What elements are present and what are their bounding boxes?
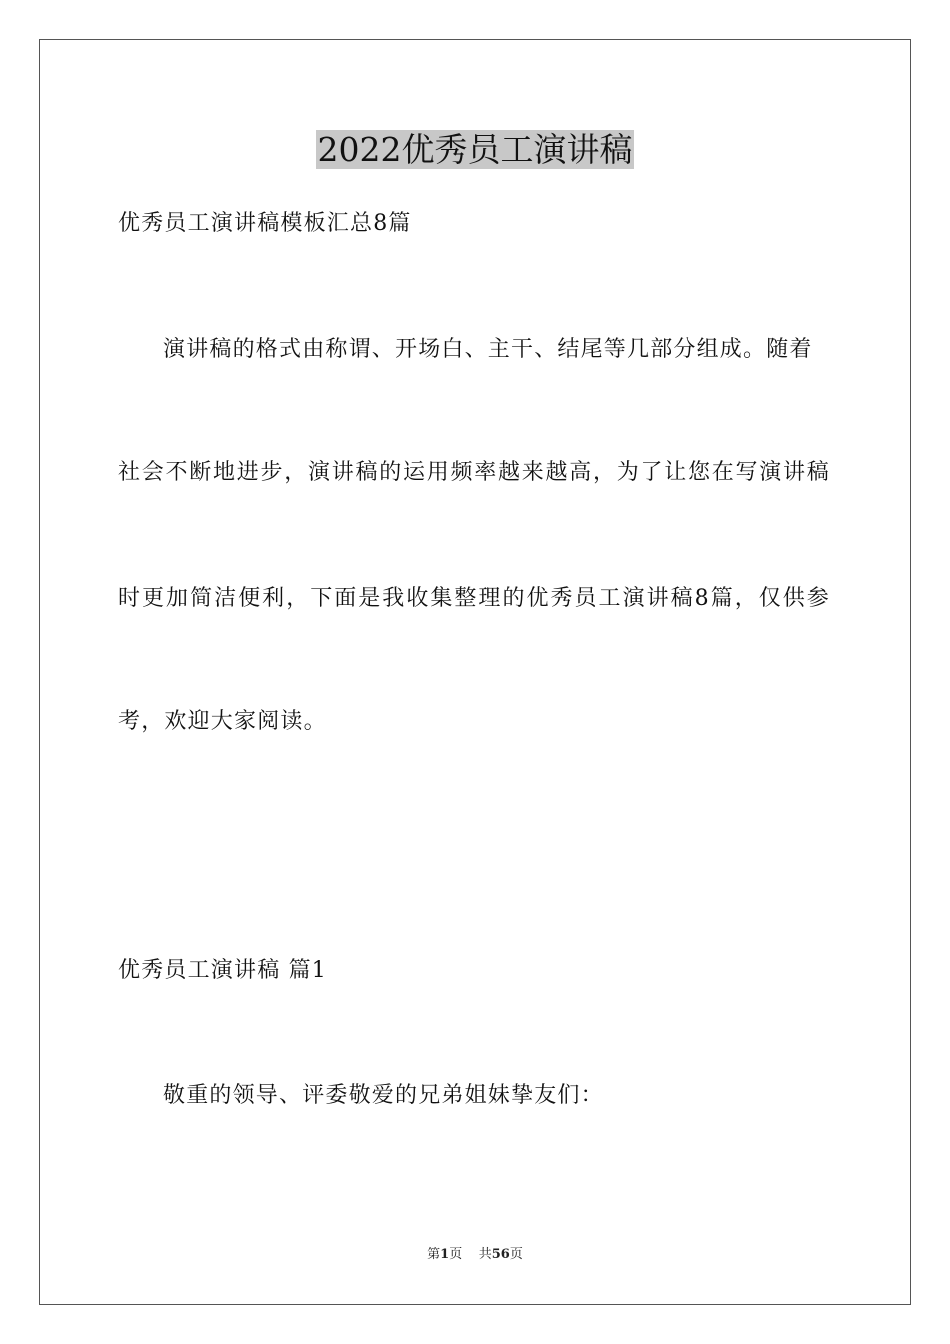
total-suffix: 页 [509, 1247, 523, 1262]
page-suffix: 页 [449, 1247, 463, 1262]
total-prefix: 共 [478, 1247, 492, 1262]
intro-line-2: 社会不断地进步，演讲稿的运用频率越来越高，为了让您在写演讲稿 [118, 460, 830, 485]
document-title [0, 126, 950, 174]
document-subtitle: 优秀员工演讲稿模板汇总8篇 [118, 211, 412, 236]
section-heading: 优秀员工演讲稿 篇1 [118, 958, 327, 983]
intro-line-3: 时更加简洁便利，下面是我收集整理的优秀员工演讲稿8篇，仅供参 [118, 586, 830, 611]
greeting-line: 敬重的领导、评委敬爱的兄弟姐妹挚友们： [163, 1083, 604, 1108]
page-prefix: 第 [427, 1247, 441, 1262]
intro-line-4: 考，欢迎大家阅读。 [118, 709, 327, 734]
page-footer [0, 1246, 950, 1264]
intro-line-1: 演讲稿的格式由称谓、开场白、主干、结尾等几部分组成。随着 [163, 337, 813, 362]
document-title-text: 2022优秀员工演讲稿 [317, 130, 633, 169]
page-number: 1 [440, 1247, 450, 1262]
total-pages: 56 [491, 1247, 510, 1262]
